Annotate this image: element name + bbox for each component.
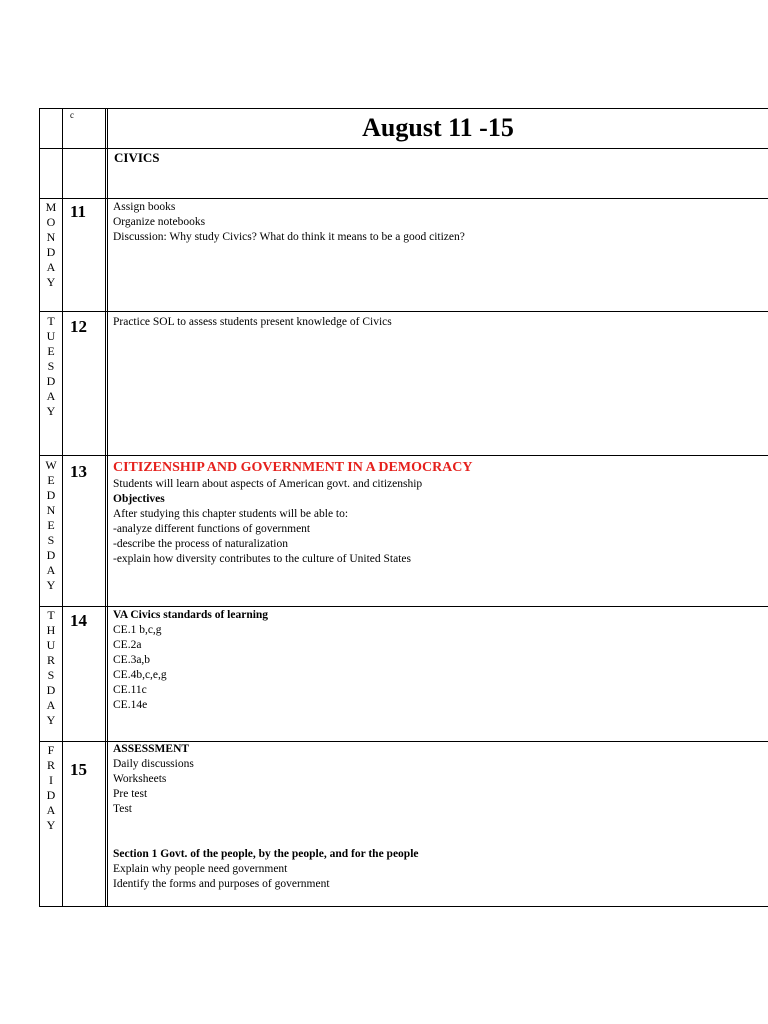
content-line: Pre test (113, 788, 148, 800)
day-number: 11 (70, 202, 87, 221)
row-border (39, 198, 768, 199)
day-letter: F (47, 743, 55, 757)
content-line: CE.11c (113, 684, 147, 696)
day-letter: T (47, 314, 55, 328)
content-line (113, 832, 763, 847)
content-line: Daily discussions (113, 758, 194, 770)
day-letter: E (47, 473, 55, 487)
day-letter: Y (46, 404, 56, 418)
content-heading: Objectives (113, 493, 165, 505)
day-content-monday (113, 200, 763, 245)
day-letter: S (47, 359, 55, 373)
day-letter: A (46, 563, 56, 577)
day-letter: U (46, 638, 56, 652)
row-border (39, 606, 768, 607)
content-line: -describe the process of naturalization (113, 538, 288, 550)
day-letter: N (46, 503, 56, 517)
day-content-friday (113, 742, 763, 892)
day-letter: E (47, 344, 55, 358)
day-letter: Y (46, 578, 56, 592)
row-border (39, 455, 768, 456)
content-heading: Section 1 Govt. of the people, by the people, and for the people (113, 848, 419, 860)
day-letter: Y (46, 713, 56, 727)
day-number: 12 (70, 317, 87, 336)
day-letter: D (46, 788, 56, 802)
day-letter: D (46, 488, 56, 502)
day-letter: I (49, 773, 53, 787)
content-line (113, 817, 763, 832)
c-mark: c (70, 110, 74, 120)
day-letter: W (45, 458, 57, 472)
day-letters-tuesday (40, 314, 62, 419)
day-letter: H (46, 623, 56, 637)
day-letter: R (46, 758, 55, 772)
day-letter: R (46, 653, 55, 667)
day-number: 15 (70, 760, 87, 779)
content-line: Students will learn about aspects of American govt. and citizenship (113, 478, 423, 490)
row-border (39, 311, 768, 312)
day-letter: D (46, 374, 56, 388)
content-line: Explain why people need government (113, 863, 288, 875)
content-line: CE.2a (113, 639, 142, 651)
page-title: August 11 -15 (362, 113, 514, 142)
day-letter: N (46, 230, 56, 244)
day-content-thursday (113, 608, 763, 713)
day-letter: Y (46, 818, 56, 832)
subject-heading: CIVICS (114, 150, 160, 165)
day-letter: S (47, 533, 55, 547)
day-letter: A (46, 698, 56, 712)
day-letter: T (47, 608, 55, 622)
row-border (39, 906, 768, 907)
content-line: CE.3a,b (113, 654, 151, 666)
content-line: -analyze different functions of government (113, 523, 311, 535)
day-letters-wednesday (40, 458, 62, 593)
content-line: Identify the forms and purposes of government (113, 878, 330, 890)
content-line: Assign books (113, 201, 176, 213)
content-line: After studying this chapter students will be able to: (113, 508, 349, 520)
content-line: CE.1 b,c,g (113, 624, 162, 636)
day-number: 14 (70, 611, 87, 630)
row-border (39, 148, 768, 149)
day-letter: O (46, 215, 56, 229)
day-letter: U (46, 329, 56, 343)
day-letter: D (46, 245, 56, 259)
content-line: Test (113, 803, 132, 815)
day-letter: D (46, 683, 56, 697)
day-letter: A (46, 260, 56, 274)
content-line: CE.14e (113, 699, 148, 711)
day-letter: A (46, 389, 56, 403)
day-letters-monday (40, 200, 62, 290)
day-letter: M (45, 200, 57, 214)
day-letters-friday (40, 743, 62, 833)
content-heading: VA Civics standards of learning (113, 609, 269, 621)
content-line: Practice SOL to assess students present knowledge of Civics (113, 316, 392, 328)
day-letters-thursday (40, 608, 62, 728)
day-letter: A (46, 803, 56, 817)
unit-heading: CITIZENSHIP AND GOVERNMENT IN A DEMOCRACY (113, 460, 473, 475)
content-line: Organize notebooks (113, 216, 206, 228)
day-content-wednesday (113, 459, 763, 567)
content-line: -explain how diversity contributes to the culture of United States (113, 553, 411, 565)
day-letter: E (47, 518, 55, 532)
column-border (105, 108, 106, 907)
day-content-tuesday (113, 315, 763, 330)
day-letter: S (47, 668, 55, 682)
content-heading: ASSESSMENT (113, 743, 190, 755)
column-border (62, 108, 63, 907)
day-letter: Y (46, 275, 56, 289)
row-border (39, 108, 768, 109)
column-border (107, 108, 108, 907)
day-number: 13 (70, 462, 87, 481)
content-line: Discussion: Why study Civics? What do think it means to be a good citizen? (113, 231, 465, 243)
day-letter: D (46, 548, 56, 562)
content-line: CE.4b,c,e,g (113, 669, 167, 681)
content-line: Worksheets (113, 773, 167, 785)
